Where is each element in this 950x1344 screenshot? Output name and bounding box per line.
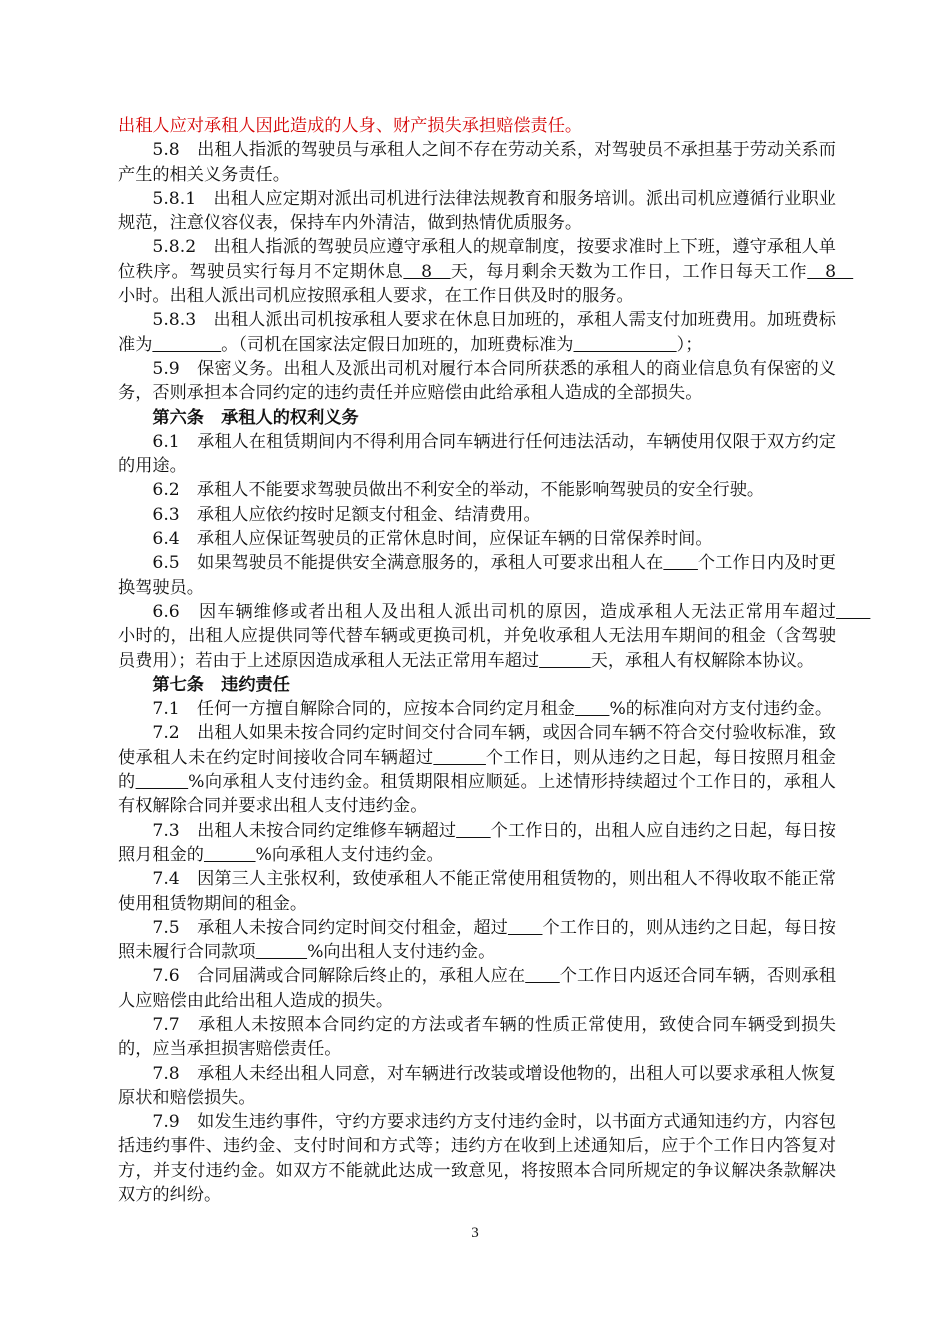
blank-field — [663, 553, 698, 573]
clause-text: %向承租人支付违约金。租赁期限相应顺延。上述情形持续超过个工作日的，承租人有权解除合同并要求出租人支付违约金。 — [118, 772, 836, 817]
clause-text: 6.5 如果驾驶员不能提供安全满意服务的，承租人可要求出租人在 — [152, 553, 664, 574]
clause-text: 天，承租人有权解除本协议。 — [590, 650, 815, 671]
clause-text: 小时。出租人派出司机应按照承租人要求，在工作日供及时的服务。 — [118, 286, 634, 307]
document-body — [118, 114, 854, 1207]
blank-field — [525, 966, 560, 986]
blank-field — [136, 772, 189, 792]
clause-7-8: 7.8 承租人未经出租人同意，对车辆进行改装或增设他物的，出租人可以要求承租人恢复原状和赔偿损失。 — [118, 1063, 836, 1108]
clause-7-3 — [118, 819, 836, 868]
blank-field — [433, 748, 486, 768]
clause-6-3: 6.3 承租人应依约按时足额支付租金、结清费用。 — [152, 504, 541, 525]
page-number: 3 — [471, 1225, 479, 1241]
holiday-fee-blank — [574, 335, 677, 355]
clause-text: 小时的，出租人应提供同等代替车辆或更换司机，并免收承租人无法用车期间的租金（含驾驶员费用）；若由于上述原因造成承租人无法正常用车超过 — [118, 626, 836, 671]
clause-7-5 — [118, 916, 836, 965]
clause-5-8-2 — [118, 235, 854, 308]
clause-7-6 — [118, 964, 836, 1013]
clause-text: 天，每月剩余天数为工作日，工作日每天工作 — [450, 261, 808, 282]
clause-text: 5.8.3 出租人派出司机按承租人要求在休息日加班的，承租人需支付加班费用。加班费标准为 — [118, 310, 836, 355]
clause-text: 7.6 合同届满或合同解除后终止的，承租人应在 — [152, 966, 526, 987]
clause-5-8: 5.8 出租人指派的驾驶员与承租人之间不存在劳动关系，对驾驶员不承担基于劳动关系而产生的相关义务责任。 — [118, 140, 836, 185]
clause-text: %向出租人支付违约金。 — [307, 942, 496, 963]
clause-text: 个工作日内返还合同车辆，否则承租人应赔偿由此给出租人造成的损失。 — [118, 966, 836, 1011]
clause-6-4: 6.4 承租人应保证驾驶员的正常休息时间，应保证车辆的日常保养时间。 — [152, 529, 713, 550]
blank-field — [204, 845, 256, 865]
clause-text: 个工作日的，出租人应自违约之日起，每日按照月租金的 — [118, 820, 836, 865]
clause-text: 7.5 承租人未按合同约定时间交付租金，超过 — [152, 917, 508, 938]
clause-7-4: 7.4 因第三人主张权利，致使承租人不能正常使用租赁物的，则出租人不得收取不能正常使用租赁物期间的租金。 — [118, 869, 836, 914]
clause-text: 个工作日内及时更换驾驶员。 — [118, 553, 836, 598]
clause-7-1 — [118, 697, 836, 721]
clause-text: 7.3 出租人未按合同约定维修车辆超过 — [152, 820, 457, 841]
article-7-heading: 第七条 违约责任 — [152, 674, 290, 695]
clause-text: 6.6 因车辆维修或者出租人及出租人派出司机的原因，造成承租人无法正常用车超过 — [152, 601, 836, 622]
blank-field — [836, 602, 870, 622]
clause-5-8-1: 5.8.1 出租人应定期对派出司机进行法律法规教育和服务培训。派出司机应遵循行业职业规范，注意仪容仪表，保持车内外清洁，做到热情优质服务。 — [118, 188, 836, 234]
blank-field — [256, 942, 308, 962]
work-hours-blank: 8 — [807, 261, 854, 282]
overtime-fee-blank — [152, 335, 221, 355]
article-6-heading: 第六条 承租人的权利义务 — [152, 407, 359, 428]
clause-text: 5.8.2 出租人指派的驾驶员应遵守承租人的规章制度，按要求准时上下班，遵守承租人单位秩序。驾驶员实行每月不定期休息 — [118, 237, 836, 282]
blank-field — [508, 918, 543, 938]
clause-text: 。（司机在国家法定假日加班的，加班费标准为 — [221, 334, 574, 355]
clause-text: 个工作日的，则从违约之日起，每日按照未履行合同款项 — [118, 917, 836, 963]
clause-7-2 — [118, 721, 836, 818]
blank-field — [575, 699, 609, 719]
clause-text: 7.2 出租人如果未按合同约定时间交付合同车辆，或因合同车辆不符合交付验收标准，致使承租人未在约定时间接收合同车辆超过 — [118, 723, 836, 768]
blank-field — [539, 651, 591, 671]
clause-6-1: 6.1 承租人在租赁期间内不得利用合同车辆进行任何违法活动，车辆使用仅限于双方约定的用途。 — [118, 431, 836, 477]
clause-5-8-3 — [118, 308, 836, 357]
clause-6-6 — [118, 600, 836, 673]
blank-field — [456, 821, 491, 841]
clause-text: %向承租人支付违约金。 — [255, 844, 444, 865]
clause-5-9: 5.9 保密义务。出租人及派出司机对履行本合同所获悉的承租人的商业信息负有保密的义务，否则承担本合同约定的违约责任并应赔偿由此给承租人造成的全部损失。 — [118, 358, 836, 404]
clause-7-9: 7.9 如发生违约事件，守约方要求违约方支付违约金时，以书面方式通知违约方，内容包括违约事件、违约金、支付时间和方式等；违约方在收到上述通知后，应于个工作日内答复对方，并支付违约金。如双方不能就此达成一致意见，将按照本合同所规定的争议解决条款解决双方的纠纷。 — [118, 1112, 836, 1206]
clause-text: 个工作日，则从违约之日起，每日按照月租金的 — [118, 747, 836, 793]
clause-6-5 — [118, 551, 836, 600]
clause-text: %的标准向对方支付违约金。 — [609, 699, 833, 720]
clause-6-2: 6.2 承租人不能要求驾驶员做出不利安全的举动，不能影响驾驶员的安全行驶。 — [152, 480, 765, 501]
clause-text: 7.1 任何一方擅自解除合同的，应按本合同约定月租金 — [152, 699, 576, 720]
liability-line: 出租人应对承租人因此造成的人身、财产损失承担赔偿责任。 — [118, 116, 583, 136]
clause-text: ）； — [676, 334, 703, 355]
clause-7-7: 7.7 承租人未按照本合同约定的方法或者车辆的性质正常使用，致使合同车辆受到损失的，应当承担损害赔偿责任。 — [118, 1014, 836, 1060]
rest-days-blank: 8 — [403, 261, 451, 282]
